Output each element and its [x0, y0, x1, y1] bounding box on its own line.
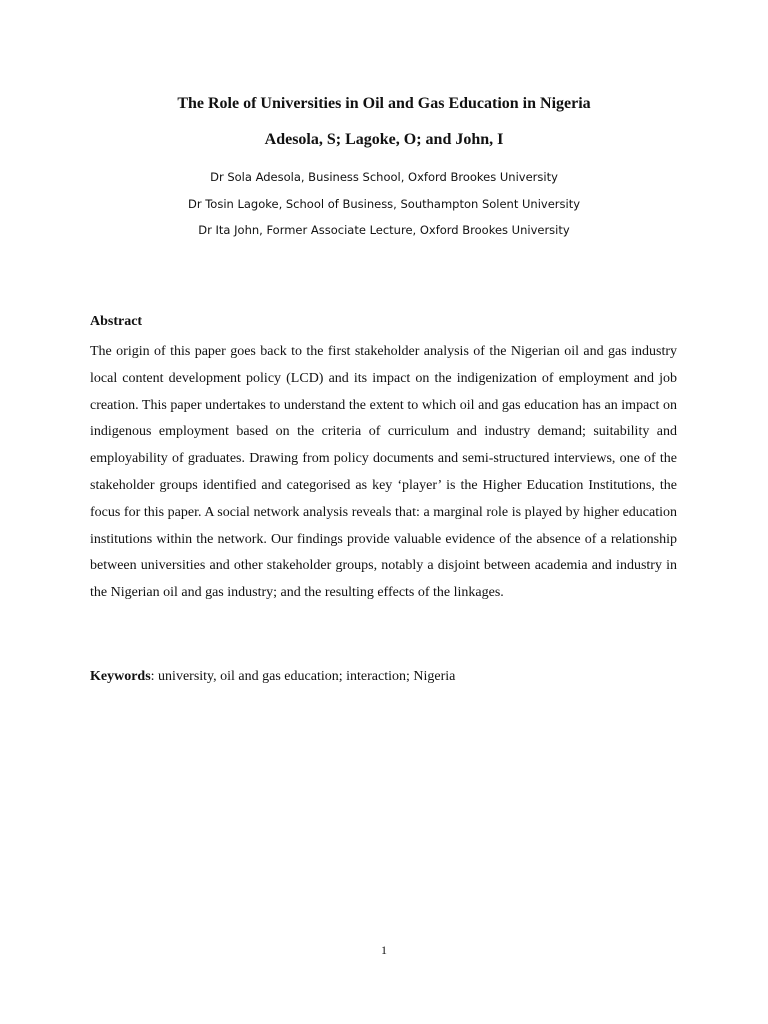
keywords-label: Keywords	[90, 669, 151, 684]
paper-title: The Role of Universities in Oil and Gas Education in Nigeria	[177, 95, 591, 112]
keywords-line	[90, 666, 677, 688]
abstract-body: The origin of this paper goes back to the first stakeholder analysis of the Nigerian oil and gas industry local content development policy (LCD) and its impact on the indigenization of employment and job creation. This paper undertakes to understand the extent to which oil and gas education has an impact on indigenous employment based on the criteria of curriculum and industry demand; suitability and employability of graduates. Drawing from policy documents and semi-structured interviews, one of the stakeholder groups identified and categorised as key ‘player’ is the Higher Education Institutions, the focus for this paper. A social network analysis reveals that: a marginal role is played by higher education institutions within the network. Our findings provide valuable evidence of the absence of a relationship between universities and other stakeholder groups, notably a disjoint between academia and industry in the Nigerian oil and gas industry; and the resulting effects of the linkages.	[90, 344, 677, 601]
affiliation-list	[0, 164, 768, 244]
abstract-heading: Abstract	[90, 314, 143, 329]
author-list: Adesola, S; Lagoke, O; and John, I	[264, 131, 504, 148]
page-number: 1	[381, 943, 387, 957]
affiliation-john: Dr Ita John, Former Associate Lecture, Oxford Brookes University	[198, 223, 570, 237]
keywords-text: : university, oil and gas education; interaction; Nigeria	[150, 669, 456, 684]
affiliation-lagoke: Dr Tosin Lagoke, School of Business, Southampton Solent University	[187, 196, 581, 211]
affiliation-adesola: Dr Sola Adesola, Business School, Oxford Brookes University	[210, 170, 558, 184]
